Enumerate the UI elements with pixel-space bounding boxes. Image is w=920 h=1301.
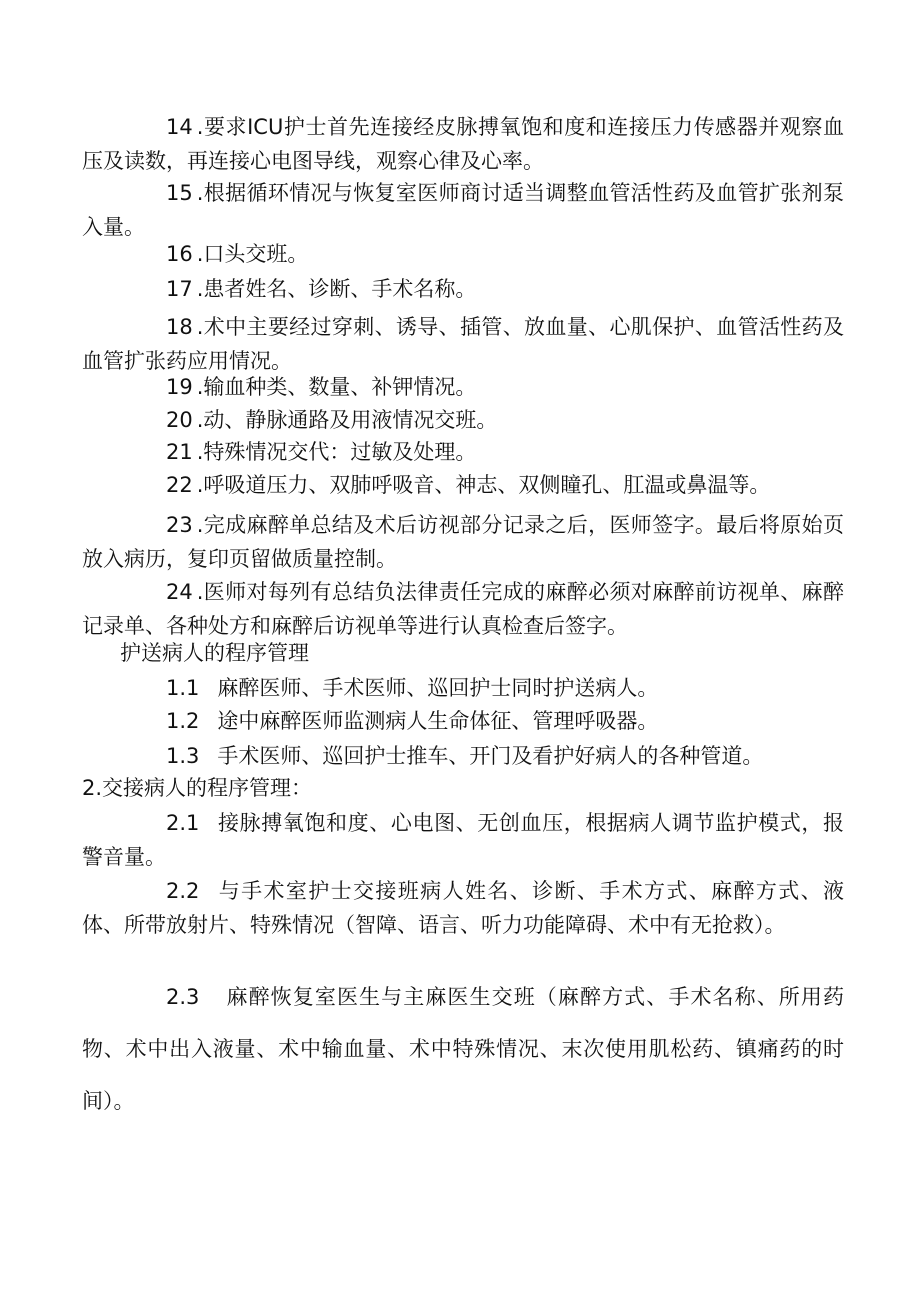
item-number: 18 xyxy=(166,315,193,339)
item-15 xyxy=(82,176,844,244)
section-2-3 xyxy=(82,971,844,1127)
item-number: 19 xyxy=(166,375,193,399)
sub-text: 麻醉医师、手术医师、巡回护士同时护送病人。 xyxy=(217,676,659,700)
item-number: 24 xyxy=(166,580,193,604)
item-17 xyxy=(82,272,844,306)
item-text: .医师对每列有总结负法律责任完成的麻醉必须对麻醉前访视单、麻醉记录单、各种处方和麻醉后访视单等进行认真检查后签字。 xyxy=(82,580,844,638)
sub-number: 1.1 xyxy=(166,676,200,700)
item-text: .特殊情况交代：过敏及处理。 xyxy=(196,440,477,464)
item-text: .术中主要经过穿刺、诱导、插管、放血量、心肌保护、血管活性药及血管扩张药应用情况。 xyxy=(82,315,844,373)
item-24 xyxy=(82,575,844,643)
sub-text: 手术医师、巡回护士推车、开门及看护好病人的各种管道。 xyxy=(217,744,764,768)
sub-number: 2.1 xyxy=(166,811,200,835)
sub-text: 途中麻醉医师监测病人生命体征、管理呼吸器。 xyxy=(217,709,659,733)
item-22 xyxy=(82,468,844,502)
sub-text: 与手术室护士交接班病人姓名、诊断、手术方式、麻醉方式、液体、所带放射片、特殊情况（智障、语言、听力功能障碍、术中有无抢救）。 xyxy=(82,879,844,937)
item-number: 20 xyxy=(166,408,193,432)
item-18 xyxy=(82,310,844,378)
section-2-title xyxy=(82,771,844,805)
sub-number: 1.3 xyxy=(166,744,200,768)
section-1-2 xyxy=(82,704,844,738)
item-number: 15 xyxy=(166,181,193,205)
item-14 xyxy=(82,110,844,178)
section-1-1 xyxy=(82,671,844,705)
sub-text: 麻醉恢复室医生与主麻医生交班（麻醉方式、手术名称、所用药物、术中出入液量、术中输血量、术中特殊情况、末次使用肌松药、镇痛药的时间）。 xyxy=(82,985,844,1113)
section-1-title xyxy=(82,636,844,670)
item-number: 23 xyxy=(166,513,193,537)
section-title-text: 2.交接病人的程序管理： xyxy=(82,776,313,800)
item-text: .根据循环情况与恢复室医师商讨适当调整血管活性药及血管扩张剂泵入量。 xyxy=(82,181,844,239)
sub-number: 2.2 xyxy=(166,879,200,903)
item-number: 21 xyxy=(166,440,193,464)
item-text: .口头交班。 xyxy=(196,242,309,266)
item-23 xyxy=(82,508,844,576)
item-16 xyxy=(82,237,844,271)
item-19 xyxy=(82,370,844,404)
section-1-3 xyxy=(82,739,844,773)
item-number: 22 xyxy=(166,473,193,497)
item-number: 16 xyxy=(166,242,193,266)
item-number: 17 xyxy=(166,277,193,301)
sub-number: 2.3 xyxy=(166,985,200,1009)
section-2-2 xyxy=(82,874,844,942)
item-text: .呼吸道压力、双肺呼吸音、神志、双侧瞳孔、肛温或鼻温等。 xyxy=(196,473,771,497)
item-20 xyxy=(82,403,844,437)
item-text: .动、静脉通路及用液情况交班。 xyxy=(196,408,498,432)
item-text: .患者姓名、诊断、手术名称。 xyxy=(196,277,477,301)
item-text: .完成麻醉单总结及术后访视部分记录之后，医师签字。最后将原始页放入病历，复印页留做质量控制。 xyxy=(82,513,844,571)
item-text: .输血种类、数量、补钾情况。 xyxy=(196,375,477,399)
sub-text: 接脉搏氧饱和度、心电图、无创血压，根据病人调节监护模式，报警音量。 xyxy=(82,811,844,869)
section-2-1 xyxy=(82,806,844,874)
item-number: 14 xyxy=(166,115,193,139)
sub-number: 1.2 xyxy=(166,709,200,733)
section-title-text: 护送病人的程序管理 xyxy=(120,641,309,665)
item-21 xyxy=(82,435,844,469)
item-text: .要求ICU护士首先连接经皮脉搏氧饱和度和连接压力传感器并观察血压及读数，再连接心电图导线，观察心律及心率。 xyxy=(82,115,844,173)
